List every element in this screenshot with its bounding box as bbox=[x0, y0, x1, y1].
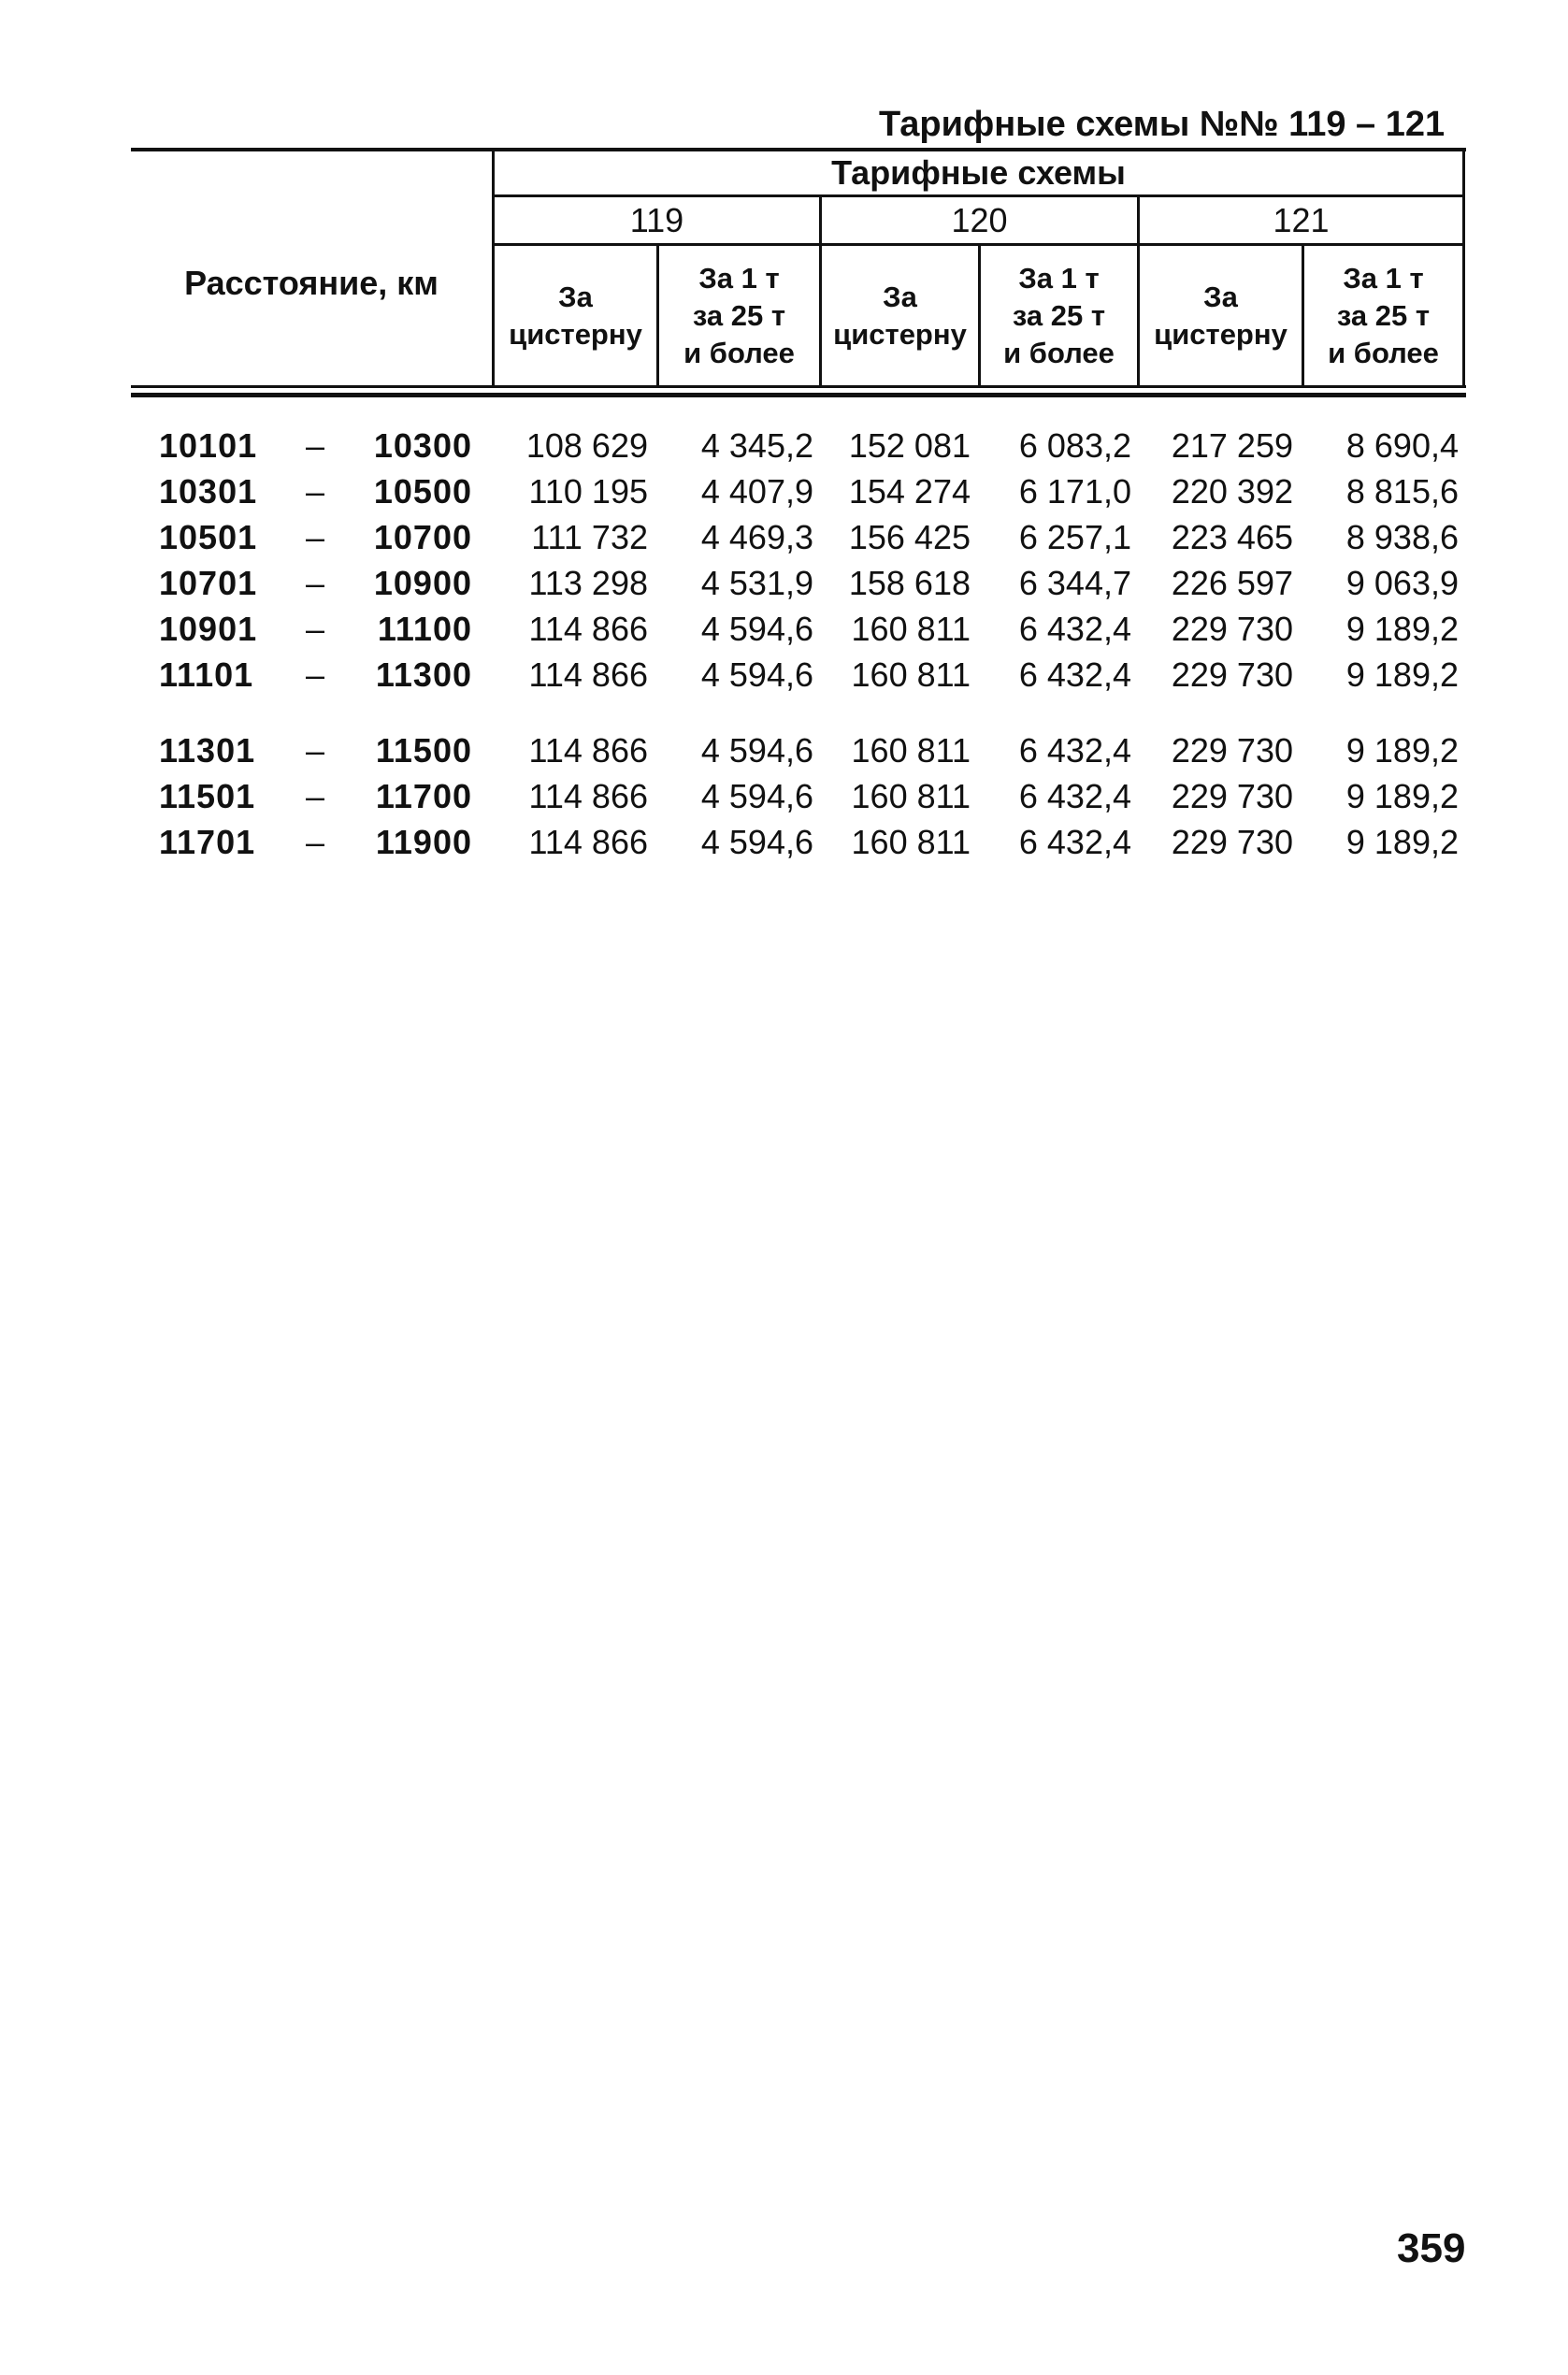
cell-121-ton: 8 690,4 bbox=[1345, 426, 1459, 465]
cell-121-ton: 8 938,6 bbox=[1345, 518, 1459, 556]
per-tank-header: За цистерну bbox=[833, 281, 967, 351]
distance-from: 10301 bbox=[159, 472, 258, 511]
range-dash: – bbox=[305, 655, 325, 694]
cell-121-tank: 220 392 bbox=[1171, 472, 1293, 511]
distance-to: 11500 bbox=[375, 731, 472, 770]
cell-119-tank: 108 629 bbox=[525, 426, 648, 465]
distance-from: 10501 bbox=[159, 518, 258, 556]
cell-119-tank: 110 195 bbox=[528, 472, 648, 511]
distance-to: 11900 bbox=[375, 823, 472, 861]
distance-to: 10900 bbox=[373, 564, 472, 602]
range-dash: – bbox=[305, 564, 325, 602]
header-bottom-rule-thick bbox=[131, 393, 1466, 397]
cell-120-tank: 160 811 bbox=[851, 777, 971, 815]
cell-119-ton: 4 594,6 bbox=[700, 731, 813, 770]
table-row bbox=[0, 728, 1568, 773]
distance-from: 10701 bbox=[159, 564, 258, 602]
cell-121-tank: 226 597 bbox=[1171, 564, 1293, 602]
distance-to: 11100 bbox=[377, 610, 472, 648]
table-row bbox=[0, 561, 1568, 606]
cell-120-ton: 6 432,4 bbox=[1018, 610, 1131, 648]
cell-120-tank: 160 811 bbox=[851, 655, 971, 694]
distance-from: 11301 bbox=[159, 731, 256, 770]
table-row bbox=[0, 469, 1568, 514]
cell-121-ton: 9 189,2 bbox=[1345, 655, 1459, 694]
cell-120-ton: 6 344,7 bbox=[1018, 564, 1131, 602]
cell-121-ton: 9 189,2 bbox=[1345, 823, 1459, 861]
cell-120-tank: 152 081 bbox=[848, 426, 971, 465]
cell-121-tank: 229 730 bbox=[1171, 655, 1293, 694]
cell-119-tank: 114 866 bbox=[528, 610, 648, 648]
cell-120-tank: 154 274 bbox=[848, 472, 971, 511]
table-row bbox=[0, 424, 1568, 468]
distance-to: 11300 bbox=[375, 655, 472, 694]
distance-to: 11700 bbox=[375, 777, 472, 815]
table-header bbox=[131, 148, 1466, 400]
table-row bbox=[0, 515, 1568, 560]
cell-119-ton: 4 531,9 bbox=[700, 564, 813, 602]
cell-119-ton: 4 594,6 bbox=[700, 655, 813, 694]
range-dash: – bbox=[305, 731, 325, 770]
table-row bbox=[0, 774, 1568, 819]
cell-119-ton: 4 594,6 bbox=[700, 823, 813, 861]
cell-120-ton: 6 432,4 bbox=[1018, 777, 1131, 815]
cell-121-tank: 229 730 bbox=[1171, 777, 1293, 815]
cell-120-ton: 6 257,1 bbox=[1018, 518, 1131, 556]
distance-from: 10101 bbox=[159, 426, 258, 465]
cell-119-tank: 114 866 bbox=[528, 731, 648, 770]
cell-121-ton: 9 063,9 bbox=[1345, 564, 1459, 602]
per-ton-header: За 1 т за 25 т и более bbox=[683, 262, 795, 369]
range-dash: – bbox=[305, 518, 325, 556]
distance-header: Расстояние, км bbox=[184, 264, 439, 302]
distance-from: 11101 bbox=[159, 655, 254, 694]
per-tank-header: За цистерну bbox=[509, 281, 642, 351]
cell-120-tank: 156 425 bbox=[848, 518, 971, 556]
divider bbox=[492, 243, 1465, 246]
cell-121-tank: 223 465 bbox=[1171, 518, 1293, 556]
per-ton-header: За 1 т за 25 т и более bbox=[1003, 262, 1115, 369]
cell-120-tank: 160 811 bbox=[851, 731, 971, 770]
range-dash: – bbox=[305, 426, 325, 465]
cell-121-tank: 229 730 bbox=[1171, 823, 1293, 861]
cell-120-ton: 6 083,2 bbox=[1018, 426, 1131, 465]
cell-120-ton: 6 432,4 bbox=[1018, 655, 1131, 694]
divider bbox=[1462, 148, 1465, 386]
cell-121-tank: 217 259 bbox=[1171, 426, 1293, 465]
cell-120-tank: 160 811 bbox=[851, 823, 971, 861]
cell-119-tank: 114 866 bbox=[528, 655, 648, 694]
cell-121-tank: 229 730 bbox=[1171, 731, 1293, 770]
cell-119-tank: 113 298 bbox=[528, 564, 648, 602]
cell-120-ton: 6 432,4 bbox=[1018, 731, 1131, 770]
page-title: Тарифные схемы №№ 119 – 121 bbox=[879, 105, 1446, 144]
distance-from: 11701 bbox=[159, 823, 256, 861]
per-ton-header: За 1 т за 25 т и более bbox=[1328, 262, 1439, 369]
distance-to: 10700 bbox=[373, 518, 472, 556]
cell-121-tank: 229 730 bbox=[1171, 610, 1293, 648]
scheme-121-header: 121 bbox=[1273, 200, 1330, 239]
table-row bbox=[0, 653, 1568, 698]
distance-to: 10500 bbox=[373, 472, 472, 511]
cell-121-ton: 9 189,2 bbox=[1345, 610, 1459, 648]
range-dash: – bbox=[305, 823, 325, 861]
cell-121-ton: 9 189,2 bbox=[1345, 777, 1459, 815]
header-bottom-rule bbox=[131, 385, 1466, 388]
cell-120-tank: 158 618 bbox=[848, 564, 971, 602]
scheme-119-header: 119 bbox=[629, 200, 684, 239]
cell-119-tank: 114 866 bbox=[528, 777, 648, 815]
range-dash: – bbox=[305, 777, 325, 815]
cell-119-tank: 111 732 bbox=[531, 518, 648, 556]
cell-121-ton: 9 189,2 bbox=[1345, 731, 1459, 770]
table-row bbox=[0, 820, 1568, 865]
tariff-schemes-header: Тарифные схемы bbox=[831, 153, 1126, 192]
distance-from: 10901 bbox=[159, 610, 258, 648]
cell-121-ton: 8 815,6 bbox=[1345, 472, 1459, 511]
cell-120-ton: 6 171,0 bbox=[1018, 472, 1131, 511]
scheme-120-header: 120 bbox=[951, 200, 1008, 239]
cell-120-tank: 160 811 bbox=[851, 610, 971, 648]
cell-119-ton: 4 594,6 bbox=[700, 777, 813, 815]
table-row bbox=[0, 607, 1568, 652]
page-number: 359 bbox=[1397, 2225, 1466, 2271]
range-dash: – bbox=[305, 472, 325, 511]
cell-119-ton: 4 407,9 bbox=[700, 472, 813, 511]
range-dash: – bbox=[305, 610, 325, 648]
cell-119-ton: 4 345,2 bbox=[700, 426, 813, 465]
per-tank-header: За цистерну bbox=[1154, 281, 1287, 351]
cell-120-ton: 6 432,4 bbox=[1018, 823, 1131, 861]
cell-119-ton: 4 469,3 bbox=[700, 518, 813, 556]
distance-from: 11501 bbox=[159, 777, 256, 815]
distance-to: 10300 bbox=[373, 426, 472, 465]
cell-119-ton: 4 594,6 bbox=[700, 610, 813, 648]
cell-119-tank: 114 866 bbox=[528, 823, 648, 861]
